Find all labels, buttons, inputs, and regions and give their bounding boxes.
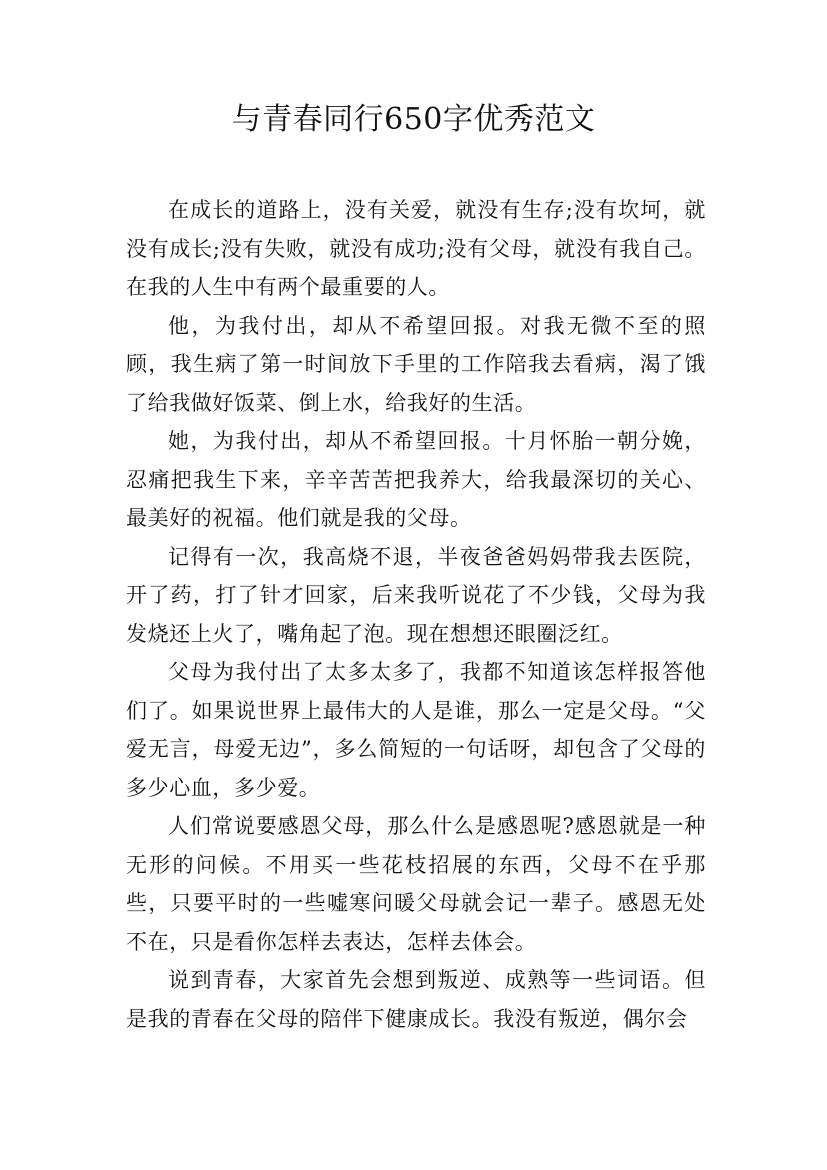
- paragraph-3: 她，为我付出，却从不希望回报。十月怀胎一朝分娩，忍痛把我生下来，辛辛苦苦把我养大，给我最深切的关心、最美好的祝福。他们就是我的父母。: [126, 429, 706, 530]
- document-title: 与青春同行650字优秀范文: [231, 102, 596, 137]
- paragraph-4: 记得有一次，我高烧不退，半夜爸爸妈妈带我去医院，开了药，打了针才回家，后来我听说花了不少钱，父母为我发烧还上火了，嘴角起了泡。现在想想还眼圈泛红。: [126, 544, 706, 646]
- paragraph-1: 在成长的道路上，没有关爱，就没有生存;没有坎坷，就没有成长;没有失败，就没有成功;没有父母，就没有我自己。在我的人生中有两个最重要的人。: [126, 198, 706, 299]
- paragraph-7: 说到青春，大家首先会想到叛逆、成熟等一些词语。但是我的青春在父母的陪伴下健康成长。我没有叛逆，偶尔会: [126, 968, 706, 1031]
- paragraph-6: 人们常说要感恩父母，那么什么是感恩呢?感恩就是一种无形的问候。不用买一些花枝招展的东西，父母不在乎那些，只要平时的一些嘘寒问暖父母就会记一辈子。感恩无处不在，只是看你怎样去表达，怎样去体会。: [126, 814, 706, 954]
- paragraph-5: 父母为我付出了太多太多了，我都不知道该怎样报答他们了。如果说世界上最伟大的人是谁，那么一定是父母。“父爱无言，母爱无边”，多么简短的一句话呀，却包含了父母的多少心血，多少爱。: [126, 660, 706, 800]
- paragraph-2: 他，为我付出，却从不希望回报。对我无微不至的照顾，我生病了第一时间放下手里的工作陪我去看病，渴了饿了给我做好饭菜、倒上水，给我好的生活。: [126, 313, 706, 415]
- document-body: [126, 191, 706, 1038]
